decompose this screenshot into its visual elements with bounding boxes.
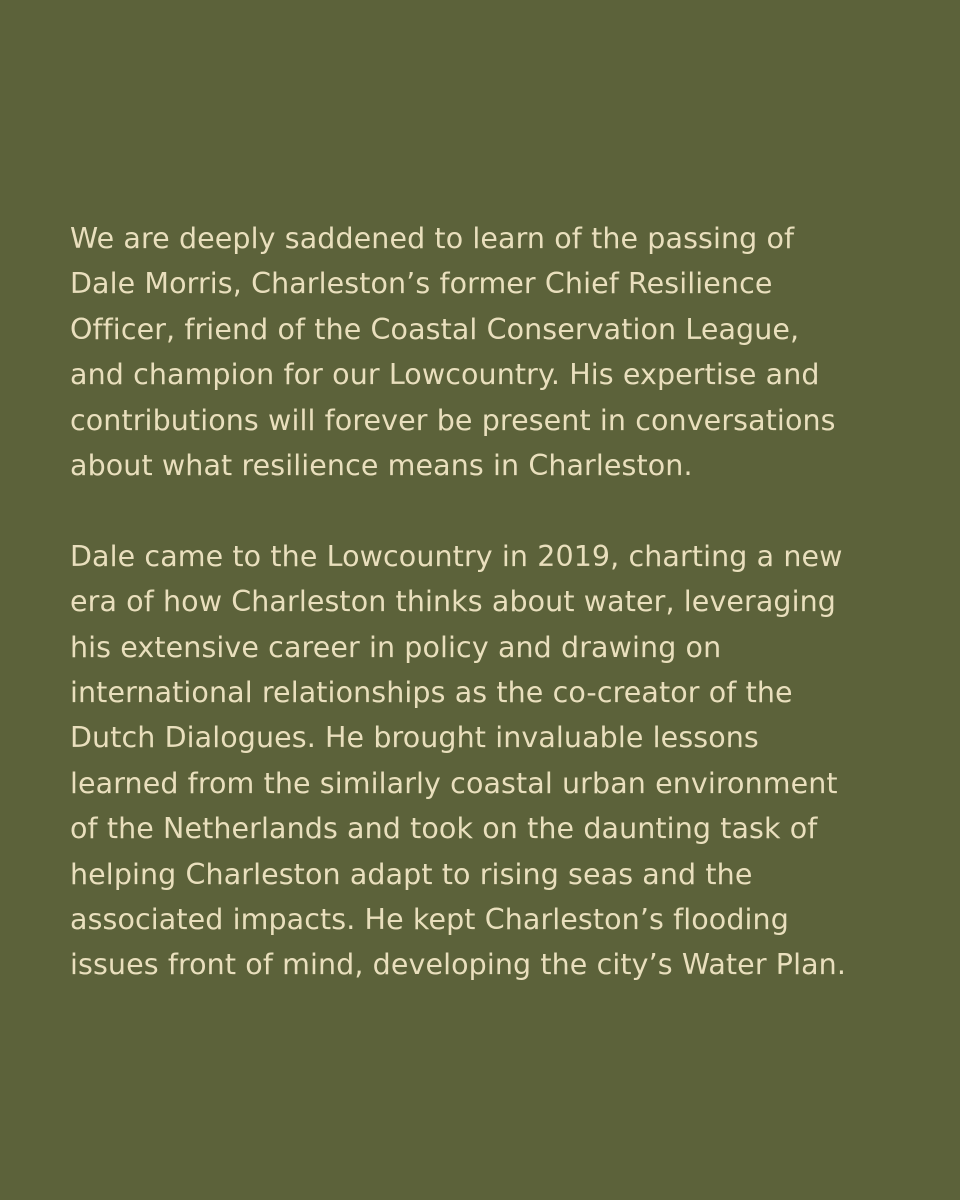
paragraph-2-line-9: associated impacts. He kept Charleston’s flooding [70, 903, 789, 937]
paragraph-2-line-2: era of how Charleston thinks about water, leveraging [70, 585, 836, 619]
paragraph-2-line-1: Dale came to the Lowcountry in 2019, charting a new [70, 539, 843, 573]
paragraph-1-line-3: Officer, friend of the Coastal Conservation League, [70, 312, 800, 346]
paragraph-1-line-2: Dale Morris, Charleston’s former Chief Resilience [70, 267, 773, 301]
paragraph-1-line-1: We are deeply saddened to learn of the passing of [70, 222, 795, 255]
paragraph-1-line-6: about what resilience means in Charleston. [70, 449, 693, 483]
paragraph-2-line-6: learned from the similarly coastal urban environment [70, 766, 838, 800]
paragraph-2-line-10: issues front of mind, developing the city’s Water Plan. [70, 948, 846, 982]
paragraph-2-line-4: international relationships as the co-creator of the [70, 676, 793, 710]
tribute-paragraph-1 [70, 216, 900, 488]
paragraph-2-line-5: Dutch Dialogues. He brought invaluable lessons [70, 721, 759, 755]
paragraph-2-line-3: his extensive career in policy and drawing on [70, 630, 722, 664]
tribute-paragraph-2 [70, 534, 900, 988]
paragraph-1-line-5: contributions will forever be present in conversations [70, 403, 836, 437]
tribute-text [70, 216, 900, 988]
paragraph-1-line-4: and champion for our Lowcountry. His expertise and [70, 358, 820, 392]
paragraph-2-line-8: helping Charleston adapt to rising seas and the [70, 857, 753, 891]
paragraph-2-line-7: of the Netherlands and took on the daunting task of [70, 812, 818, 846]
